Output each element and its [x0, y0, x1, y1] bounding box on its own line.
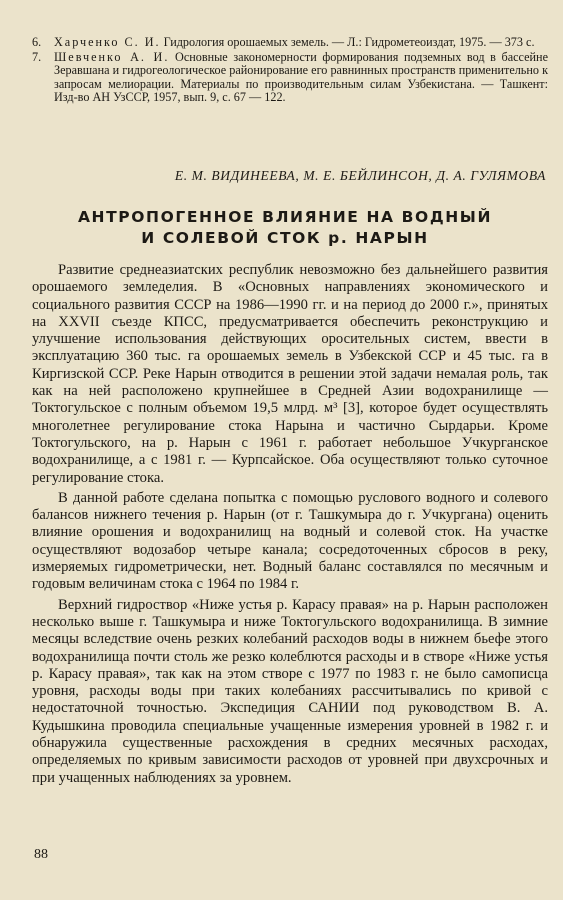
article-title-line: АНТРОПОГЕННОЕ ВЛИЯНИЕ НА ВОДНЫЙ	[77, 208, 493, 226]
article-title-line: И СОЛЕВОЙ СТОК р. НАРЫН	[141, 229, 429, 247]
reference-author: Харченко С. И.	[54, 35, 161, 49]
body-paragraph: Верхний гидроствор «Ниже устья р. Карасу правая» на р. Нарын расположен несколько выше г. Ташкумыра и ниже Токтогульского водохранилища. В зимние месяцы вследствие очень резких колебаний расходов воды в нижнем бьефе этого водохранилища почти столь же резко колеблются расходы и в створе «Ниже устья р. Карасу правая», так как на этом створе с 1977 по 1983 г. не было самописца уровня, расходы воды при таких колебаниях рассчитывались по кривой с недостаточной точностью. Экспедиция САНИИ под руководством В. А. Кудышкина проводила специальные учащенные измерения уровней в 1982 г. и обнаружила существенные расхождения в средних месячных расходах, определяемых по кривым зависимости расходов от уровней при двухсрочных и при учащенных наблюдениях за уровнем.	[32, 596, 548, 786]
reference-author: Шевченко А. И.	[54, 49, 170, 64]
reference-number: 7.	[32, 49, 42, 64]
reference-number: 6.	[32, 35, 42, 49]
page-number: 88	[34, 847, 48, 862]
body-paragraph: Развитие среднеазиатских республик невозможно без дальнейшего развития орошаемого земледелия. В «Основных направлениях экономического и социального развития СССР на 1986—1990 гг. и на период до 2000 г.», принятых на XXVII съезде КПСС, предусматривается обеспечить реконструкцию и улучшение использования действующих оросительных систем, ввести в эксплуатацию 360 тыс. га орошаемых земель в Узбекской ССР и 45 тыс. га в Киргизской ССР. Реке Нарын отводится в решении этой задачи немалая роль, так как на ней расположено крупнейшее в Средней Азии водохранилище — Токтогульское с полным объемом 19,5 млрд. м³ [3], которое будет осуществлять многолетнее регулирование стока Нарына и частично Сырдарьи. Кроме Токтогульского, на р. Нарын с 1961 г. работает небольшое Учкурганское водохранилище, а с 1981 г. — Курпсайское. Оба осуществляют только суточное регулирование стока.	[32, 262, 548, 486]
body-paragraph: В данной работе сделана попытка с помощью руслового водного и солевого балансов нижнего течения р. Нарын (от г. Ташкумыра до г. Учкургана) оценить влияние орошения и водохранилищ на водный и солевой сток. На участке осуществляют водозабор четыре канала; сосредоточенных сбросов в реку, измеряемых гидрометрически, нет. Водный баланс составлялся по месячным и годовым величинам стока с 1964 по 1984 г.	[32, 489, 548, 593]
reference-text: Гидрология орошаемых земель. — Л.: Гидрометеоиздат, 1975. — 373 с.	[163, 35, 535, 49]
article-title	[60, 207, 510, 249]
article-authors: Е. М. ВИДИНЕЕВА, М. Е. БЕЙЛИНСОН, Д. А. ГУЛЯМОВА	[174, 168, 546, 183]
reference-item	[32, 51, 548, 105]
reference-text: Основные закономерности формирования подземных вод в бассейне Зеравшана и гидрогеологическое районирование его равнинных пространств применительно к запросам мелиорации. Материалы по производительным силам Узбекистана. — Ташкент: Изд-во АН УзССР, 1957, вып. 9, с. 67 — 122.	[54, 49, 548, 105]
reference-item	[32, 36, 548, 50]
article-body	[32, 262, 548, 787]
reference-list	[32, 36, 548, 105]
